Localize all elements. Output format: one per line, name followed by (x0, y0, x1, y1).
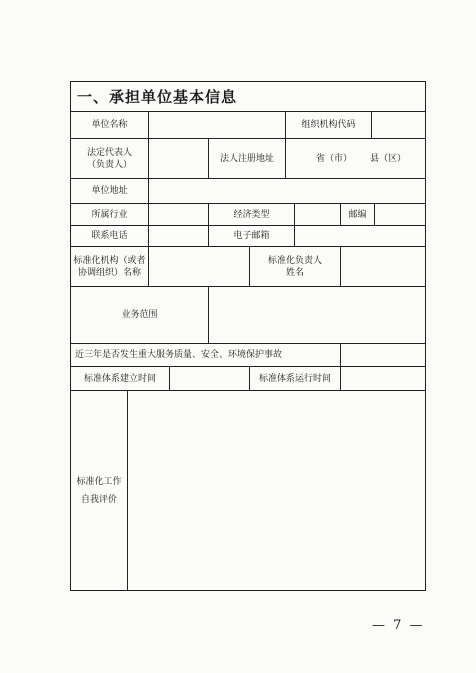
legal-rep-label (71, 139, 149, 179)
business-scope-label: 业务范围 (71, 287, 209, 344)
unit-name-label: 单位名称 (71, 112, 149, 139)
page-number: — 7 — (372, 618, 425, 633)
phone-field[interactable] (149, 226, 209, 247)
std-org-label (71, 247, 149, 287)
system-running-label: 标准体系运行时间 (250, 367, 341, 391)
postcode-label: 邮编 (341, 204, 375, 226)
self-eval-line-2: 自我评价 (80, 494, 117, 505)
self-eval-label (71, 391, 128, 590)
unit-address-field[interactable] (149, 179, 425, 204)
industry-label: 所属行业 (71, 204, 149, 226)
postcode-field[interactable] (375, 204, 425, 226)
province-label: 省（市） (316, 153, 353, 164)
accidents-question-label: 近三年是否发生重大服务质量、安全、环境保护事故 (71, 344, 341, 367)
system-running-field[interactable] (341, 367, 425, 391)
system-built-label: 标准体系建立时间 (71, 367, 170, 391)
legal-address-field[interactable] (286, 139, 425, 179)
county-label: 县（区） (370, 153, 407, 164)
std-head-label (250, 247, 341, 287)
info-form-table (70, 81, 426, 591)
email-field[interactable] (295, 226, 425, 247)
accidents-answer-field[interactable] (341, 344, 425, 367)
self-eval-field[interactable] (128, 391, 425, 590)
legal-rep-field[interactable] (149, 139, 209, 179)
section-title: 一、承担单位基本信息 (71, 82, 425, 112)
org-code-field[interactable] (372, 112, 425, 139)
std-head-field[interactable] (341, 247, 425, 287)
legal-rep-line-2: （负责人） (86, 159, 132, 170)
economy-type-label: 经济类型 (209, 204, 295, 226)
self-eval-line-1: 标准化工作 (76, 476, 122, 487)
std-org-line-1: 标准化机构（或者 (73, 255, 146, 266)
std-head-line-2: 姓名 (285, 267, 304, 278)
unit-address-label: 单位地址 (71, 179, 149, 204)
std-org-field[interactable] (149, 247, 250, 287)
system-built-field[interactable] (170, 367, 250, 391)
email-label: 电子邮箱 (209, 226, 295, 247)
industry-field[interactable] (149, 204, 209, 226)
legal-address-label: 法人注册地址 (209, 139, 286, 179)
unit-name-field[interactable] (149, 112, 286, 139)
org-code-label: 组织机构代码 (286, 112, 372, 139)
std-head-line-1: 标准化负责人 (267, 255, 322, 266)
legal-rep-line-1: 法定代表人 (86, 147, 132, 158)
economy-type-field[interactable] (295, 204, 341, 226)
std-org-line-2: 协调组织）名称 (77, 267, 141, 278)
phone-label: 联系电话 (71, 226, 149, 247)
business-scope-field[interactable] (209, 287, 425, 344)
